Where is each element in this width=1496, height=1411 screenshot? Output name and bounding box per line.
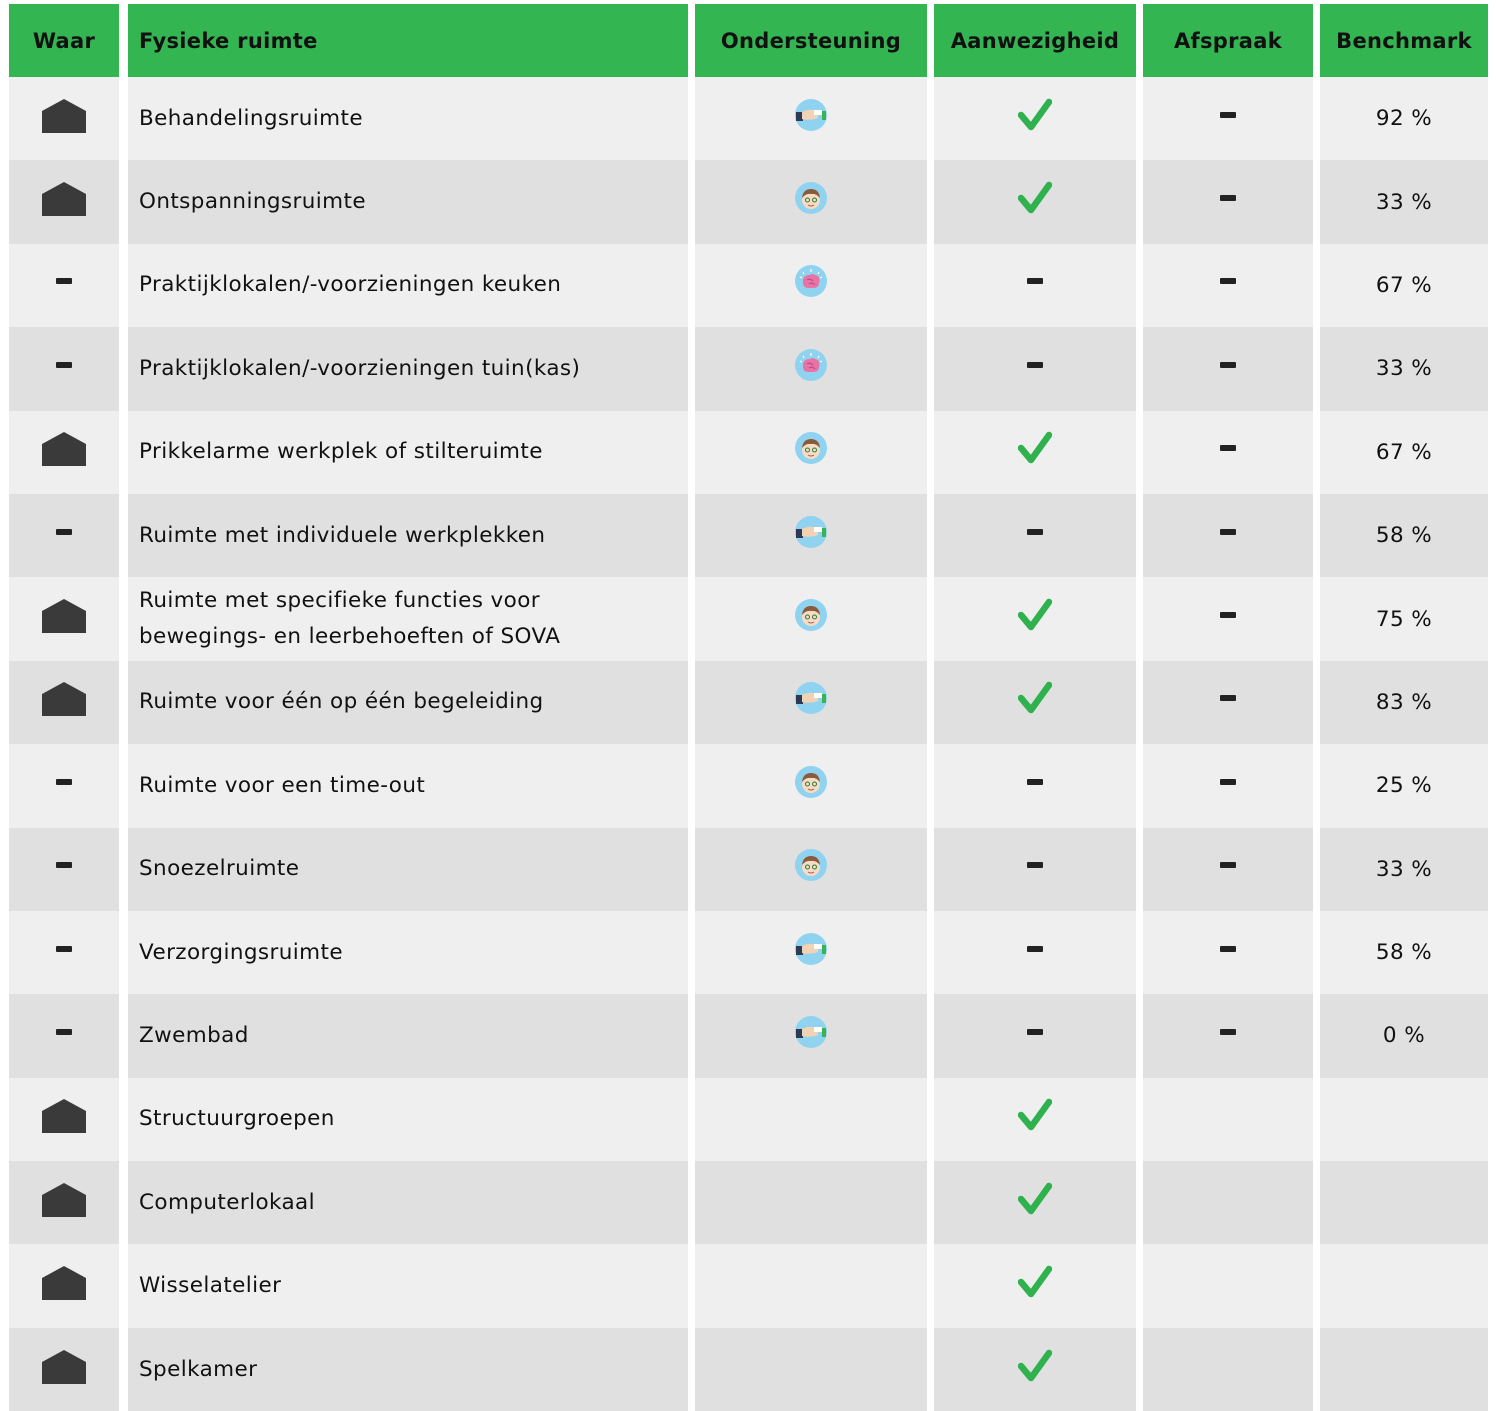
cell-afspraak bbox=[1143, 77, 1313, 160]
cell-aanwezigheid bbox=[934, 911, 1136, 994]
benchmark-value: 25 % bbox=[1375, 773, 1433, 799]
child-face-icon bbox=[794, 181, 828, 215]
ruimte-label: Snoezelruimte bbox=[139, 856, 300, 882]
dash-icon bbox=[1027, 1029, 1043, 1035]
cell-ondersteuning bbox=[695, 1328, 927, 1411]
benchmark-value: 33 % bbox=[1375, 356, 1433, 382]
ruimte-label: Ontspanningsruimte bbox=[139, 189, 366, 215]
cell-benchmark bbox=[1320, 1161, 1488, 1244]
cell-fysieke-ruimte bbox=[128, 77, 688, 160]
cell-fysieke-ruimte bbox=[128, 1244, 688, 1327]
cell-afspraak bbox=[1143, 661, 1313, 744]
cell-benchmark bbox=[1320, 244, 1488, 327]
cell-waar bbox=[9, 1244, 119, 1327]
cell-waar bbox=[9, 244, 119, 327]
ruimte-label: Structuurgroepen bbox=[139, 1106, 335, 1132]
benchmark-value: 58 % bbox=[1375, 940, 1433, 966]
cell-benchmark bbox=[1320, 661, 1488, 744]
table-row bbox=[0, 661, 1496, 744]
hands-icon bbox=[794, 98, 828, 132]
ruimte-label: Ruimte voor een time-out bbox=[139, 772, 426, 798]
cell-ondersteuning bbox=[695, 1161, 927, 1244]
cell-aanwezigheid bbox=[934, 1161, 1136, 1244]
cell-benchmark bbox=[1320, 911, 1488, 994]
cell-fysieke-ruimte bbox=[128, 994, 688, 1077]
dash-icon bbox=[1220, 362, 1236, 368]
dash-icon bbox=[56, 946, 72, 952]
header-waar: Waar bbox=[9, 4, 119, 77]
cell-waar bbox=[9, 1078, 119, 1161]
cell-fysieke-ruimte bbox=[128, 828, 688, 911]
cell-waar bbox=[9, 577, 119, 660]
table-row bbox=[0, 411, 1496, 494]
cell-ondersteuning bbox=[695, 828, 927, 911]
header-afspraak: Afspraak bbox=[1143, 4, 1313, 77]
benchmark-value: 33 % bbox=[1375, 189, 1433, 215]
hands-icon bbox=[794, 681, 828, 715]
cell-waar bbox=[9, 77, 119, 160]
cell-benchmark bbox=[1320, 1244, 1488, 1327]
hands-icon bbox=[794, 515, 828, 549]
cell-benchmark bbox=[1320, 828, 1488, 911]
cell-fysieke-ruimte bbox=[128, 577, 688, 660]
dash-icon bbox=[1027, 278, 1043, 284]
cell-afspraak bbox=[1143, 411, 1313, 494]
cell-aanwezigheid bbox=[934, 77, 1136, 160]
cell-ondersteuning bbox=[695, 661, 927, 744]
cell-afspraak bbox=[1143, 1161, 1313, 1244]
benchmark-value: 58 % bbox=[1375, 523, 1433, 549]
dash-icon bbox=[1027, 362, 1043, 368]
house-icon bbox=[42, 97, 86, 133]
cell-aanwezigheid bbox=[934, 160, 1136, 243]
table-row bbox=[0, 1078, 1496, 1161]
cell-waar bbox=[9, 661, 119, 744]
cell-aanwezigheid bbox=[934, 994, 1136, 1077]
child-face-icon bbox=[794, 598, 828, 632]
brain-icon bbox=[794, 348, 828, 382]
house-icon bbox=[42, 597, 86, 633]
dash-icon bbox=[1220, 445, 1236, 451]
dash-icon bbox=[1027, 529, 1043, 535]
cell-afspraak bbox=[1143, 744, 1313, 827]
check-icon bbox=[1018, 1098, 1052, 1132]
ruimte-label: Zwembad bbox=[139, 1022, 249, 1048]
cell-ondersteuning bbox=[695, 577, 927, 660]
dash-icon bbox=[1220, 529, 1236, 535]
ruimte-label: Praktijklokalen/-voorzieningen tuin(kas) bbox=[139, 355, 581, 381]
dash-icon bbox=[1220, 278, 1236, 284]
cell-benchmark bbox=[1320, 744, 1488, 827]
ruimte-label: Spelkamer bbox=[139, 1356, 258, 1382]
cell-waar bbox=[9, 327, 119, 410]
cell-waar bbox=[9, 828, 119, 911]
cell-waar bbox=[9, 160, 119, 243]
cell-afspraak bbox=[1143, 160, 1313, 243]
dash-icon bbox=[1220, 779, 1236, 785]
benchmark-value: 67 % bbox=[1375, 439, 1433, 465]
benchmark-value: 0 % bbox=[1382, 1023, 1426, 1049]
cell-ondersteuning bbox=[695, 744, 927, 827]
cell-ondersteuning bbox=[695, 994, 927, 1077]
table-header bbox=[0, 0, 1496, 77]
cell-benchmark bbox=[1320, 577, 1488, 660]
cell-aanwezigheid bbox=[934, 1078, 1136, 1161]
cell-ondersteuning bbox=[695, 160, 927, 243]
cell-aanwezigheid bbox=[934, 244, 1136, 327]
house-icon bbox=[42, 680, 86, 716]
child-face-icon bbox=[794, 848, 828, 882]
ruimte-label: Prikkelarme werkplek of stilteruimte bbox=[139, 439, 543, 465]
cell-afspraak bbox=[1143, 244, 1313, 327]
cell-ondersteuning bbox=[695, 911, 927, 994]
dash-icon bbox=[56, 362, 72, 368]
dash-icon bbox=[1220, 195, 1236, 201]
cell-afspraak bbox=[1143, 494, 1313, 577]
cell-waar bbox=[9, 411, 119, 494]
cell-fysieke-ruimte bbox=[128, 1161, 688, 1244]
check-icon bbox=[1018, 1349, 1052, 1383]
cell-benchmark bbox=[1320, 1328, 1488, 1411]
house-icon bbox=[42, 180, 86, 216]
ruimte-label: Ruimte voor één op één begeleiding bbox=[139, 689, 544, 715]
dash-icon bbox=[1220, 946, 1236, 952]
cell-aanwezigheid bbox=[934, 411, 1136, 494]
benchmark-value: 83 % bbox=[1375, 689, 1433, 715]
benchmark-value: 67 % bbox=[1375, 272, 1433, 298]
cell-waar bbox=[9, 911, 119, 994]
header-ondersteuning: Ondersteuning bbox=[695, 4, 927, 77]
table-body bbox=[0, 77, 1496, 1411]
dash-icon bbox=[1220, 112, 1236, 118]
cell-benchmark bbox=[1320, 160, 1488, 243]
table-row bbox=[0, 994, 1496, 1077]
table-row bbox=[0, 1161, 1496, 1244]
cell-ondersteuning bbox=[695, 411, 927, 494]
table-row bbox=[0, 160, 1496, 243]
house-icon bbox=[42, 1348, 86, 1384]
table-row bbox=[0, 828, 1496, 911]
house-icon bbox=[42, 1097, 86, 1133]
cell-afspraak bbox=[1143, 828, 1313, 911]
table-row bbox=[0, 77, 1496, 160]
cell-aanwezigheid bbox=[934, 327, 1136, 410]
benchmark-value: 75 % bbox=[1375, 606, 1433, 632]
cell-fysieke-ruimte bbox=[128, 411, 688, 494]
check-icon bbox=[1018, 1265, 1052, 1299]
dash-icon bbox=[56, 779, 72, 785]
dash-icon bbox=[1220, 612, 1236, 618]
cell-benchmark bbox=[1320, 1078, 1488, 1161]
house-icon bbox=[42, 1264, 86, 1300]
cell-fysieke-ruimte bbox=[128, 661, 688, 744]
ruimte-label: Ruimte met individuele werkplekken bbox=[139, 522, 546, 548]
dash-icon bbox=[56, 529, 72, 535]
cell-afspraak bbox=[1143, 577, 1313, 660]
cell-fysieke-ruimte bbox=[128, 1078, 688, 1161]
cell-ondersteuning bbox=[695, 77, 927, 160]
child-face-icon bbox=[794, 765, 828, 799]
cell-ondersteuning bbox=[695, 494, 927, 577]
cell-waar bbox=[9, 1328, 119, 1411]
cell-ondersteuning bbox=[695, 1078, 927, 1161]
ruimte-label: Wisselatelier bbox=[139, 1273, 282, 1299]
cell-fysieke-ruimte bbox=[128, 244, 688, 327]
brain-icon bbox=[794, 264, 828, 298]
header-benchmark: Benchmark bbox=[1320, 4, 1488, 77]
header-fysieke-ruimte: Fysieke ruimte bbox=[128, 4, 688, 77]
cell-aanwezigheid bbox=[934, 828, 1136, 911]
header-aanwezigheid: Aanwezigheid bbox=[934, 4, 1136, 77]
cell-aanwezigheid bbox=[934, 1328, 1136, 1411]
cell-fysieke-ruimte bbox=[128, 327, 688, 410]
dash-icon bbox=[56, 862, 72, 868]
cell-aanwezigheid bbox=[934, 744, 1136, 827]
hands-icon bbox=[794, 1015, 828, 1049]
cell-waar bbox=[9, 494, 119, 577]
cell-afspraak bbox=[1143, 994, 1313, 1077]
ruimte-label: Praktijklokalen/-voorzieningen keuken bbox=[139, 272, 562, 298]
cell-aanwezigheid bbox=[934, 1244, 1136, 1327]
cell-afspraak bbox=[1143, 1244, 1313, 1327]
check-icon bbox=[1018, 98, 1052, 132]
table-row bbox=[0, 327, 1496, 410]
cell-afspraak bbox=[1143, 1328, 1313, 1411]
house-icon bbox=[42, 1181, 86, 1217]
cell-fysieke-ruimte bbox=[128, 494, 688, 577]
cell-ondersteuning bbox=[695, 327, 927, 410]
cell-aanwezigheid bbox=[934, 661, 1136, 744]
cell-benchmark bbox=[1320, 327, 1488, 410]
table-row bbox=[0, 911, 1496, 994]
dash-icon bbox=[1027, 779, 1043, 785]
dash-icon bbox=[56, 278, 72, 284]
check-icon bbox=[1018, 431, 1052, 465]
ruimte-label: Behandelingsruimte bbox=[139, 105, 363, 131]
table-row bbox=[0, 1328, 1496, 1411]
cell-fysieke-ruimte bbox=[128, 744, 688, 827]
house-icon bbox=[42, 430, 86, 466]
check-icon bbox=[1018, 681, 1052, 715]
table-row bbox=[0, 744, 1496, 827]
cell-ondersteuning bbox=[695, 244, 927, 327]
dash-icon bbox=[1220, 862, 1236, 868]
dash-icon bbox=[56, 1029, 72, 1035]
cell-waar bbox=[9, 744, 119, 827]
table-row bbox=[0, 244, 1496, 327]
dash-icon bbox=[1027, 946, 1043, 952]
cell-benchmark bbox=[1320, 77, 1488, 160]
ruimte-label: Verzorgingsruimte bbox=[139, 939, 343, 965]
check-icon bbox=[1018, 598, 1052, 632]
cell-fysieke-ruimte bbox=[128, 911, 688, 994]
cell-afspraak bbox=[1143, 327, 1313, 410]
table-row bbox=[0, 1244, 1496, 1327]
cell-benchmark bbox=[1320, 994, 1488, 1077]
benchmark-value: 92 % bbox=[1375, 106, 1433, 132]
dash-icon bbox=[1220, 1029, 1236, 1035]
ruimte-label: Computerlokaal bbox=[139, 1189, 316, 1215]
benchmark-value: 33 % bbox=[1375, 856, 1433, 882]
check-icon bbox=[1018, 1182, 1052, 1216]
table-row bbox=[0, 494, 1496, 577]
cell-fysieke-ruimte bbox=[128, 1328, 688, 1411]
cell-benchmark bbox=[1320, 411, 1488, 494]
hands-icon bbox=[794, 932, 828, 966]
cell-afspraak bbox=[1143, 911, 1313, 994]
dash-icon bbox=[1220, 695, 1236, 701]
cell-aanwezigheid bbox=[934, 494, 1136, 577]
child-face-icon bbox=[794, 431, 828, 465]
cell-waar bbox=[9, 1161, 119, 1244]
dash-icon bbox=[1027, 862, 1043, 868]
cell-waar bbox=[9, 994, 119, 1077]
cell-fysieke-ruimte bbox=[128, 160, 688, 243]
ruimte-label: Ruimte met specifieke functies voor bewegings- en leerbehoeften of SOVA bbox=[139, 588, 561, 650]
cell-ondersteuning bbox=[695, 1244, 927, 1327]
table-row bbox=[0, 577, 1496, 660]
cell-afspraak bbox=[1143, 1078, 1313, 1161]
cell-benchmark bbox=[1320, 494, 1488, 577]
check-icon bbox=[1018, 181, 1052, 215]
cell-aanwezigheid bbox=[934, 577, 1136, 660]
